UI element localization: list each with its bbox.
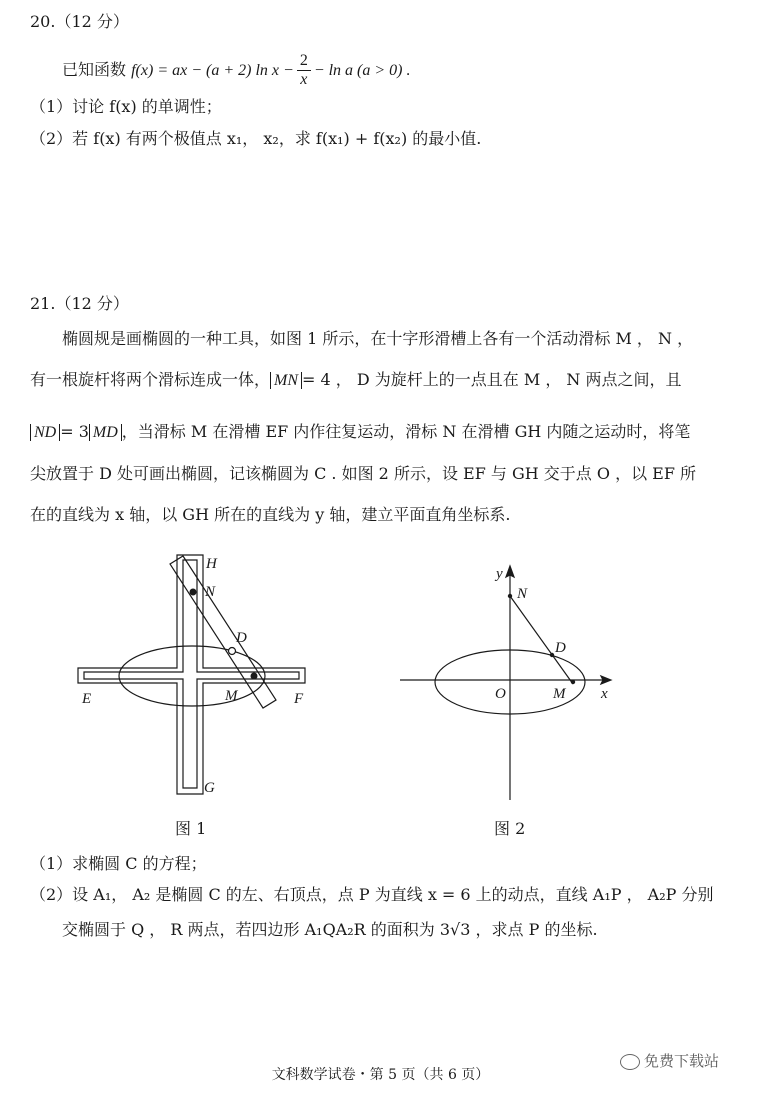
q20-intro: 已知函数 [62, 60, 127, 79]
fig1-label-f: F [294, 691, 304, 707]
q21-part1: （1）求椭圆 C 的方程； [30, 854, 207, 873]
q21-title: 21.（12 分） [30, 294, 129, 313]
q21-line2 [30, 368, 682, 393]
fig2-label-n: N [517, 586, 528, 602]
q21-line3-mid: = 3 [60, 422, 89, 441]
q20-title: 20.（12 分） [30, 12, 129, 31]
q21-abs-md: MD [89, 424, 122, 441]
point-d [229, 648, 236, 655]
q20-function-line [62, 50, 411, 91]
fig1-label-e: E [82, 691, 92, 707]
fig2-label-d: D [555, 640, 566, 656]
fig2-label-y: y [496, 566, 503, 582]
chat-bubble-icon [620, 1054, 640, 1070]
fig2-label-o: O [495, 686, 506, 702]
figure-2 [395, 560, 625, 810]
q21-part2-line2: 交椭圆于 Q ， R 两点，若四边形 A₁QA₂R 的面积为 3√3 ，求点 P 的坐标. [62, 920, 598, 939]
page-footer: 文科数学试卷・第 5 页（共 6 页） [271, 1067, 490, 1083]
q21-abs-nd: ND [30, 424, 60, 441]
fig1-label-h: H [206, 556, 217, 572]
q20-frac-num: 2 [297, 52, 311, 71]
q20-part2: （2）若 f(x) 有两个极值点 x₁， x₂，求 f(x₁) + f(x₂) 的最小值. [30, 129, 482, 148]
q21-line3b: ，当滑标 M 在滑槽 EF 内作往复运动，滑标 N 在滑槽 GH 内随之运动时，将笔 [121, 422, 691, 441]
fig1-label-m: M [225, 688, 238, 704]
watermark-text: 免费下载站 [644, 1052, 720, 1070]
q21-abs-mn: MN [270, 372, 302, 389]
fig2-caption: 图 2 [494, 819, 526, 838]
q21-line3 [30, 420, 690, 445]
q21-line2b: = 4 ， D 为旋杆上的一点且在 M ， N 两点之间，且 [302, 370, 682, 389]
q21-line4: 尖放置于 D 处可画出椭圆，记该椭圆为 C . 如图 2 所示，设 EF 与 GH 交于点 O ，以 EF 所 [30, 464, 697, 483]
q20-part1: （1）讨论 f(x) 的单调性； [30, 97, 222, 116]
q20-fraction [297, 52, 311, 89]
fig2-label-x: x [601, 686, 608, 702]
fig1-ellipse [119, 646, 265, 706]
q21-line5: 在的直线为 x 轴，以 GH 所在的直线为 y 轴，建立平面直角坐标系. [30, 505, 511, 524]
q21-line1: 椭圆规是画椭圆的一种工具，如图 1 所示，在十字形滑槽上各有一个活动滑标 M ， N ， [62, 329, 694, 348]
fig1-label-g: G [204, 780, 215, 796]
q21-line2a: 有一根旋杆将两个滑标连成一体， [30, 370, 271, 389]
rotating-rod [170, 556, 276, 708]
slider-m [251, 673, 258, 680]
slider-n [190, 589, 197, 596]
figure-1 [70, 548, 350, 808]
fig1-label-d: D [236, 630, 247, 646]
fig2-point-d [550, 653, 554, 657]
fig1-caption: 图 1 [175, 819, 207, 838]
fig1-label-n: N [205, 584, 216, 600]
fig2-point-n [508, 594, 512, 598]
fig2-point-m [571, 680, 575, 684]
q20-frac-den: x [300, 71, 308, 88]
q20-func: f(x) = ax − (a + 2) ln x − [131, 62, 294, 79]
q20-func-tail: − ln a (a > 0) . [313, 62, 411, 79]
fig2-axes [400, 566, 611, 800]
q21-part2-line1: （2）设 A₁， A₂ 是椭圆 C 的左、右顶点，点 P 为直线 x = 6 上的动点，直线 A₁P ， A₂P 分别 [30, 885, 714, 904]
fig2-label-m: M [553, 686, 566, 702]
watermark [620, 1050, 719, 1071]
